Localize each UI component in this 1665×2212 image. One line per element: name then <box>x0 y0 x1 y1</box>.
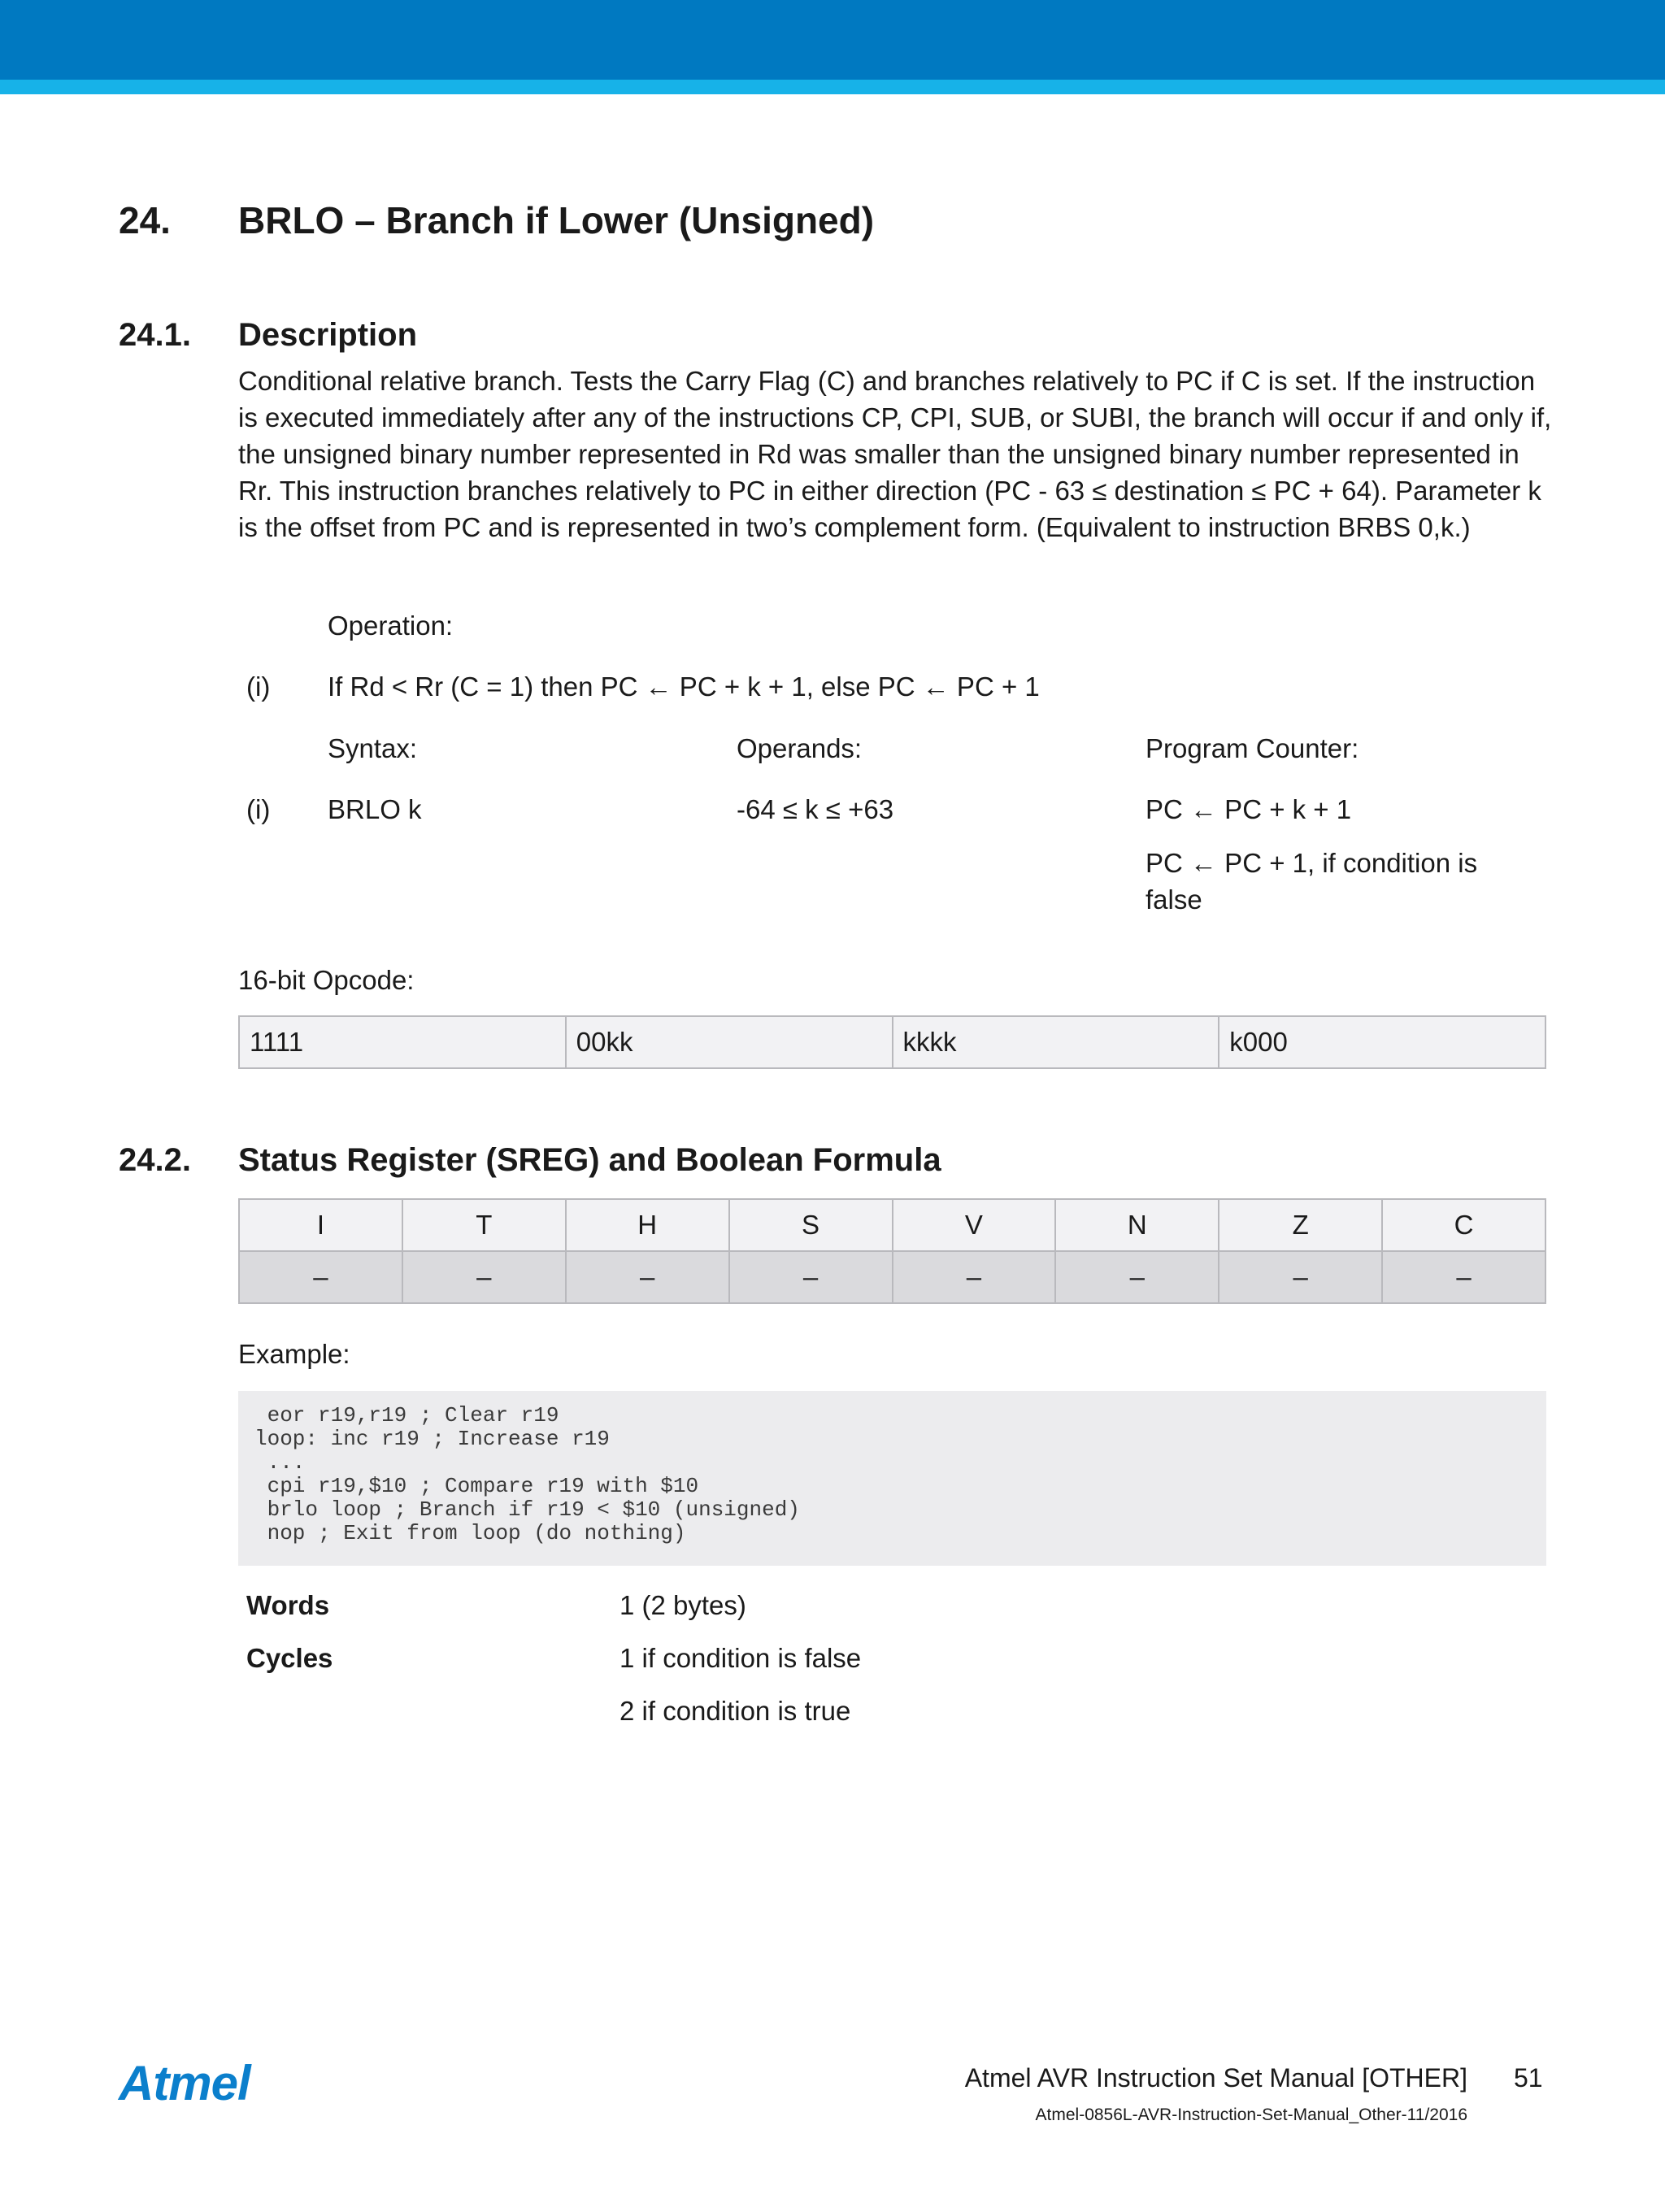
operation-index: (i) <box>246 671 271 702</box>
header-accent-bar <box>0 80 1665 94</box>
example-label: Example: <box>238 1339 350 1369</box>
operands-header: Operands: <box>737 733 863 763</box>
syntax-value: BRLO k <box>328 794 422 824</box>
sreg-flag: S <box>729 1199 893 1251</box>
opcode-cell: 00kk <box>566 1016 893 1068</box>
sreg-value: – <box>729 1251 893 1303</box>
opcode-label: 16-bit Opcode: <box>238 965 415 995</box>
operation-formula: If Rd < Rr (C = 1) then PC ← PC + k + 1, else PC ← PC + 1 <box>328 671 1040 702</box>
sreg-flag: Z <box>1219 1199 1382 1251</box>
sreg-value: – <box>1382 1251 1545 1303</box>
description-heading <box>119 317 417 354</box>
sreg-value: – <box>402 1251 566 1303</box>
sreg-table <box>238 1198 1546 1304</box>
cycles-value-false: 1 if condition is false <box>619 1643 862 1673</box>
sreg-heading-text: Status Register (SREG) and Boolean Formula <box>238 1142 941 1178</box>
description-number: 24.1. <box>119 317 191 353</box>
sreg-number: 24.2. <box>119 1142 191 1178</box>
sreg-value: – <box>1219 1251 1382 1303</box>
header-bar <box>0 0 1665 80</box>
cycles-value-true: 2 if condition is true <box>619 1696 851 1726</box>
operands-value: -64 ≤ k ≤ +63 <box>737 794 894 824</box>
sreg-flag: T <box>402 1199 566 1251</box>
program-counter-header: Program Counter: <box>1146 733 1359 763</box>
operation-label: Operation: <box>328 611 454 641</box>
sreg-value: – <box>893 1251 1056 1303</box>
opcode-row <box>239 1016 1545 1068</box>
sreg-heading <box>119 1142 941 1179</box>
section-title-text: BRLO – Branch if Lower (Unsigned) <box>238 199 875 241</box>
sreg-flag: V <box>893 1199 1056 1251</box>
description-heading-text: Description <box>238 317 418 353</box>
cycles-label: Cycles <box>246 1643 333 1673</box>
sreg-flag: I <box>239 1199 402 1251</box>
page-number: 51 <box>1514 2063 1543 2092</box>
opcode-cell: k000 <box>1219 1016 1545 1068</box>
atmel-logo: Atmel <box>119 2056 250 2110</box>
code-block <box>238 1391 1546 1566</box>
syntax-index: (i) <box>246 794 271 824</box>
opcode-table <box>238 1015 1546 1069</box>
sreg-value: – <box>566 1251 729 1303</box>
footer-title: Atmel AVR Instruction Set Manual [OTHER] <box>964 2063 1467 2092</box>
sreg-flag: H <box>566 1199 729 1251</box>
syntax-header: Syntax: <box>328 733 418 763</box>
footer-doc-id: Atmel-0856L-AVR-Instruction-Set-Manual_Other-11/2016 <box>1035 2106 1467 2124</box>
description-text: Conditional relative branch. Tests the Carry Flag (C) and branches relatively to PC if C is set. If the instruction is executed immediately after any of the instructions CP, CPI, SUB, or SUBI, the branch will occur if and only if, the unsigned binary number represented in Rd was smaller than the unsigned binary number represented in Rr. This instruction branches relatively to PC in either direction (PC - 63 ≤ destination ≤ PC + 64). Parameter k is the offset from PC and is represented in two’s complement form. (Equivalent to instruction BRBS 0,k.) <box>238 366 1552 542</box>
sreg-value: – <box>239 1251 402 1303</box>
pc-line1: PC ← PC + k + 1 <box>1146 794 1352 824</box>
section-title <box>119 198 874 242</box>
section-number: 24. <box>119 199 171 241</box>
sreg-value: – <box>1055 1251 1219 1303</box>
sreg-flags-row <box>239 1199 1545 1251</box>
code-text: eor r19,r19 ; Clear r19 loop: inc r19 ; Increase r19 ... cpi r19,$10 ; Compare r19 with $10 brlo loop ; Branch if r19 < $10 (unsigned) nop ; Exit from loop (do nothing) <box>254 1403 800 1545</box>
opcode-cell: 1111 <box>239 1016 566 1068</box>
sreg-flag: N <box>1055 1199 1219 1251</box>
pc-line2: PC ← PC + 1, if condition is false <box>1146 848 1478 915</box>
words-value: 1 (2 bytes) <box>619 1590 746 1620</box>
words-label: Words <box>246 1590 330 1620</box>
sreg-values-row <box>239 1251 1545 1303</box>
sreg-flag: C <box>1382 1199 1545 1251</box>
opcode-cell: kkkk <box>893 1016 1219 1068</box>
